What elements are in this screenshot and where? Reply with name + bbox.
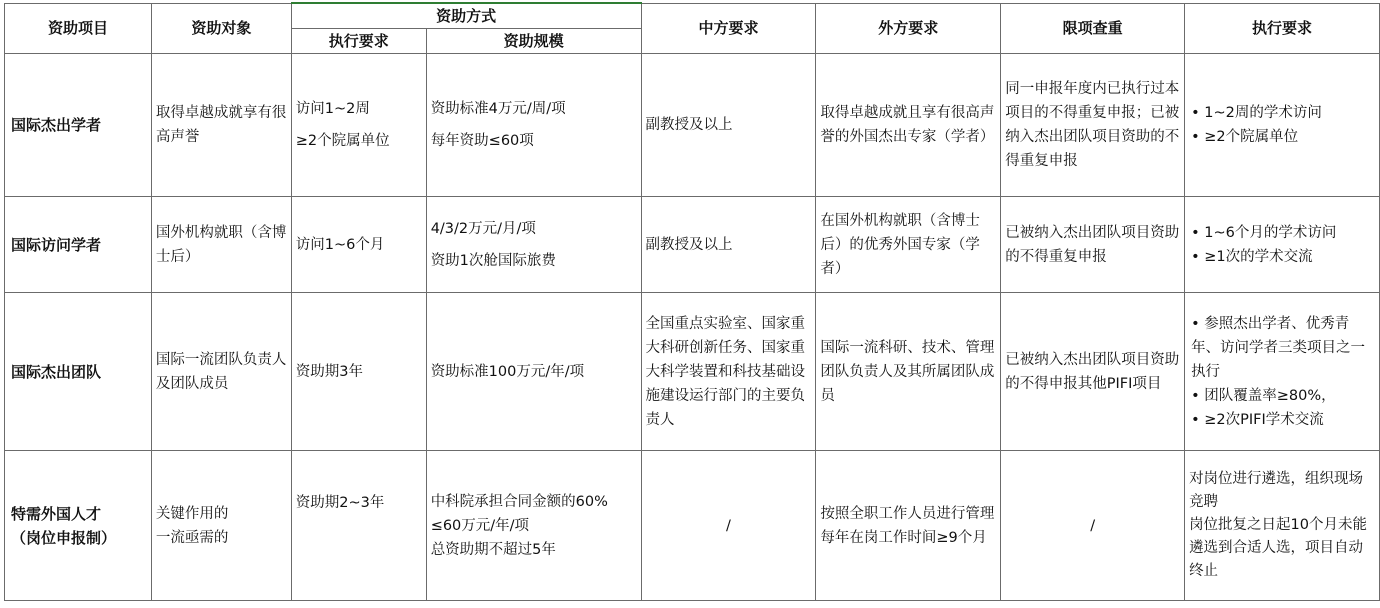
row-exec-requirement: 资助期2~3年	[291, 451, 426, 601]
header-limit: 限项查重	[1001, 3, 1185, 54]
header-target: 资助对象	[151, 3, 291, 54]
exec-text-line: 岗位批复之日起10个月未能遴选到合适人选，项目自动终止	[1189, 517, 1368, 579]
row-china-requirement: 全国重点实验室、国家重大科研创新任务、国家重大科学装置和科技基础设施建设运行部门的主要负责人	[641, 293, 816, 451]
row-target: 国际一流团队负责人及团队成员	[151, 293, 291, 451]
header-china: 中方要求	[641, 3, 816, 54]
row-foreign-requirement: 取得卓越成就且享有很高声誉的外国杰出专家（学者）	[816, 54, 1001, 197]
foreign-line: 每年在岗工作时间≥9个月	[820, 529, 987, 546]
row-china-requirement: 副教授及以上	[641, 197, 816, 293]
header-exec: 执行要求	[1185, 3, 1380, 54]
exec-bullet-list	[1189, 101, 1377, 149]
row-scale: 资助标准100万元/年/项	[426, 293, 641, 451]
row-limit: 已被纳入杰出团队项目资助的不得申报其他PIFI项目	[1001, 293, 1185, 451]
row-foreign-requirement: 在国外机构就职（含博士后）的优秀外国专家（学者）	[816, 197, 1001, 293]
row-target	[151, 451, 291, 601]
project-line: 特需外国人才	[11, 504, 102, 523]
table-row	[5, 451, 1380, 601]
table-row	[5, 54, 1380, 197]
list-item: • 团队覆盖率≥80%，	[1191, 387, 1336, 404]
row-project: 国际杰出团队	[5, 293, 152, 451]
row-project: 国际杰出学者	[5, 54, 152, 197]
list-item: • 1~2周的学术访问	[1191, 105, 1322, 121]
row-limit: 已被纳入杰出团队项目资助的不得重复申报	[1001, 197, 1185, 293]
row-scale	[426, 451, 641, 601]
target-line: 关键作用的	[155, 505, 229, 522]
scale-line: 每年资助≤60项	[430, 133, 534, 149]
exec-bullet-list	[1189, 221, 1377, 269]
scale-line: 资助标准4万元/周/项	[430, 101, 566, 117]
exec-line: ≥2个院属单位	[295, 133, 390, 149]
row-project: 国际访问学者	[5, 197, 152, 293]
row-exec-requirement	[291, 54, 426, 197]
row-foreign-requirement	[816, 451, 1001, 601]
row-limit: /	[1001, 451, 1185, 601]
header-foreign: 外方要求	[816, 3, 1001, 54]
header-method-exec: 执行要求	[291, 29, 426, 54]
row-target: 取得卓越成就享有很高声誉	[151, 54, 291, 197]
header-method: 资助方式	[291, 3, 641, 29]
list-item: • ≥1次的学术交流	[1191, 248, 1313, 265]
row-exec	[1185, 293, 1380, 451]
row-target: 国外机构就职（含博士后）	[151, 197, 291, 293]
list-item: • ≥2次PIFI学术交流	[1191, 411, 1324, 428]
scale-line: ≤60万元/年/项	[430, 517, 530, 534]
table-row	[5, 197, 1380, 293]
exec-line: 访问1~2周	[295, 101, 370, 117]
list-item: • ≥2个院属单位	[1191, 129, 1299, 145]
row-exec-requirement: 访问1~6个月	[291, 197, 426, 293]
row-foreign-requirement: 国际一流科研、技术、管理团队负责人及其所属团队成员	[816, 293, 1001, 451]
row-exec-requirement: 资助期3年	[291, 293, 426, 451]
list-item: • 1~6个月的学术访问	[1191, 224, 1337, 241]
scale-line: 中科院承担合同金额的60%	[430, 493, 608, 510]
exec-text-line: 对岗位进行遴选，组织现场竞聘	[1189, 471, 1364, 510]
row-china-requirement: 副教授及以上	[641, 54, 816, 197]
row-china-requirement: /	[641, 451, 816, 601]
row-scale	[426, 54, 641, 197]
header-row-1	[5, 3, 1380, 29]
exec-bullet-list	[1189, 312, 1377, 432]
row-project	[5, 451, 152, 601]
scale-line: 资助1次舱国际旅费	[430, 252, 556, 269]
header-method-scale: 资助规模	[426, 29, 641, 54]
table-row	[5, 293, 1380, 451]
row-exec	[1185, 451, 1380, 601]
list-item: • 参照杰出学者、优秀青年、访问学者三类项目之一执行	[1191, 315, 1366, 380]
row-exec	[1185, 197, 1380, 293]
foreign-line: 按照全职工作人员进行管理	[820, 505, 995, 522]
project-line: （岗位申报制）	[11, 528, 117, 547]
scale-line: 总资助期不超过5年	[430, 541, 556, 558]
row-exec	[1185, 54, 1380, 197]
row-limit: 同一申报年度内已执行过本项目的不得重复申报；已被纳入杰出团队项目资助的不得重复申报	[1001, 54, 1185, 197]
funding-table	[4, 2, 1380, 601]
header-project: 资助项目	[5, 3, 152, 54]
row-scale	[426, 197, 641, 293]
target-line: 一流亟需的	[155, 529, 229, 546]
scale-line: 4/3/2万元/月/项	[430, 220, 536, 237]
